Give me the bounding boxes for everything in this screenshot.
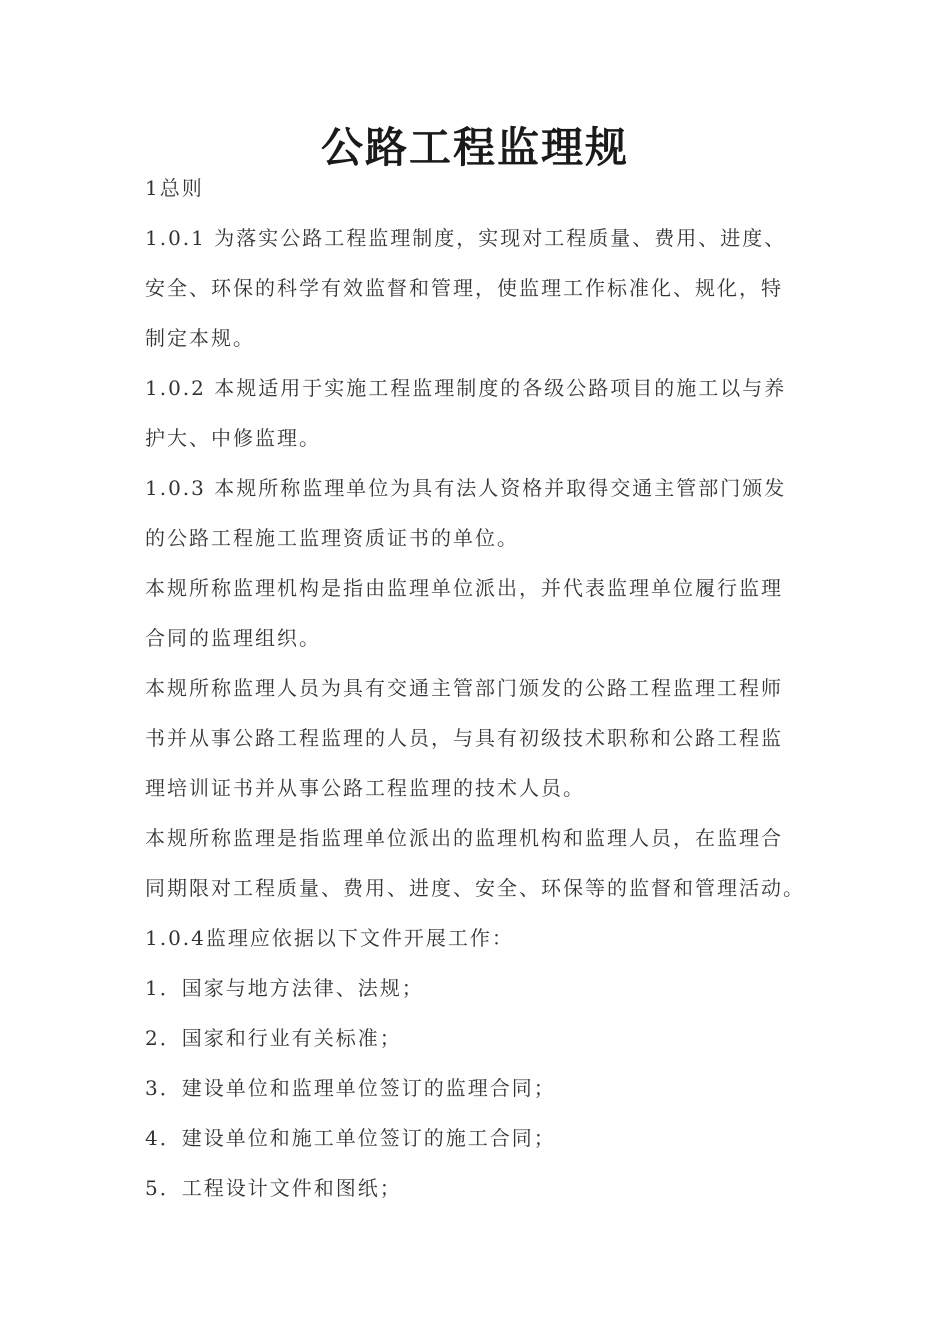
- paragraph-line: 护大、中修监理。: [145, 426, 321, 450]
- paragraph-line: 本规所称监理机构是指由监理单位派出，并代表监理单位履行监理: [145, 576, 783, 600]
- paragraph-line: 安全、环保的科学有效监督和管理，使监理工作标准化、规化，特: [145, 276, 783, 300]
- list-item: 3．建设单位和监理单位签订的监理合同；: [145, 1076, 556, 1100]
- paragraph-line: 1.0.2 本规适用于实施工程监理制度的各级公路项目的施工以与养: [145, 376, 787, 400]
- list-item: 4．建设单位和施工单位签订的施工合同；: [145, 1126, 556, 1150]
- paragraph-line: 合同的监理组织。: [145, 626, 321, 650]
- document-title: 公路工程监理规: [320, 123, 629, 172]
- list-item: 2．国家和行业有关标准；: [145, 1026, 402, 1050]
- paragraph-line: 书并从事公路工程监理的人员，与具有初级技术职称和公路工程监: [145, 726, 783, 750]
- list-item: 1．国家与地方法律、法规；: [145, 976, 424, 1000]
- paragraph-line: 1.0.1 为落实公路工程监理制度，实现对工程质量、费用、进度、: [145, 226, 787, 250]
- paragraph-line: 的公路工程施工监理资质证书的单位。: [145, 526, 519, 550]
- paragraph-line: 本规所称监理是指监理单位派出的监理机构和监理人员，在监理合: [145, 826, 783, 850]
- list-item: 5．工程设计文件和图纸；: [145, 1176, 402, 1200]
- paragraph-line: 理培训证书并从事公路工程监理的技术人员。: [145, 776, 585, 800]
- paragraph-line: 制定本规。: [145, 326, 255, 350]
- document-body: [145, 170, 815, 1220]
- paragraph-line: 同期限对工程质量、费用、进度、安全、环保等的监督和管理活动。: [145, 876, 805, 900]
- paragraph-line: 1.0.4监理应依据以下文件开展工作：: [145, 926, 514, 950]
- paragraph-line: 本规所称监理人员为具有交通主管部门颁发的公路工程监理工程师: [145, 676, 783, 700]
- paragraph-line: 1.0.3 本规所称监理单位为具有法人资格并取得交通主管部门颁发: [145, 476, 787, 500]
- section-heading: 1总则: [145, 176, 204, 200]
